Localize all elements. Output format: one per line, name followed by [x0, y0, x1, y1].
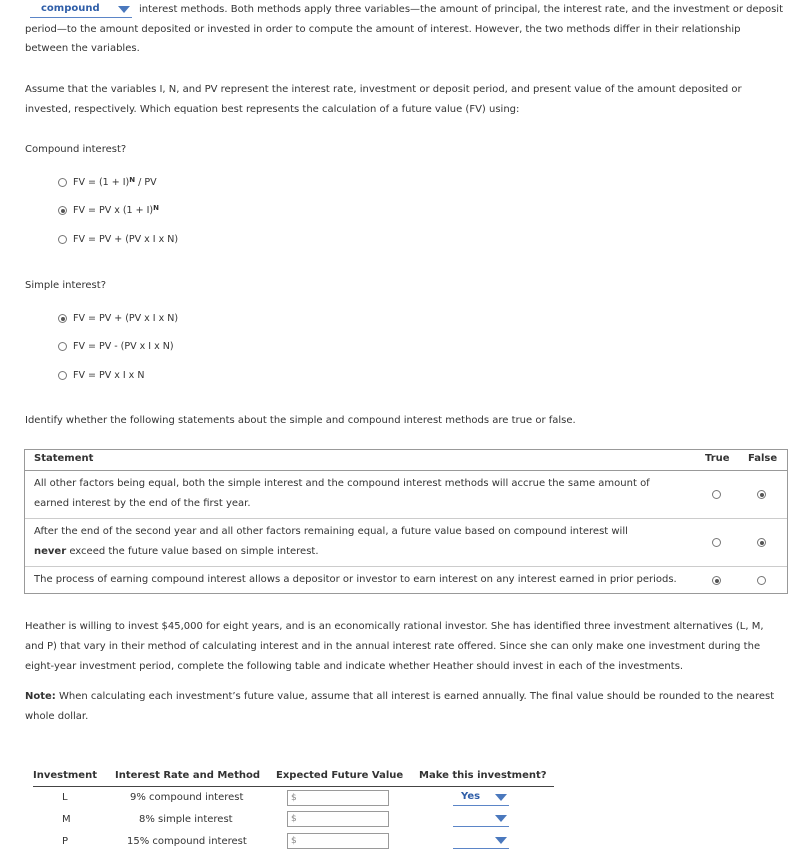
compound-option-1[interactable]	[58, 176, 157, 190]
option-tail: / PV	[135, 177, 157, 188]
option-text: FV = PV x I x N	[73, 370, 145, 381]
header-true: True	[705, 453, 730, 464]
currency-symbol: $	[291, 836, 297, 846]
decision-dropdown[interactable]	[453, 811, 509, 827]
true-radio[interactable]	[712, 538, 721, 547]
radio-button-selected[interactable]	[58, 206, 67, 215]
statement-line: After the end of the second year and all other factors remaining equal, a future value based on compound interest will	[34, 526, 628, 537]
tf-instruction: Identify whether the following statements about the simple and compound interest methods are true or false.	[25, 415, 576, 426]
interest-method-dropdown[interactable]	[30, 1, 132, 18]
false-radio-selected[interactable]	[757, 538, 766, 547]
investment-method: 15% compound interest	[127, 836, 247, 847]
assume-line-2: invested, respectively. Which equation best represents the calculation of a future value (FV) using:	[25, 104, 520, 115]
future-value-input[interactable]	[287, 790, 389, 806]
header-false: False	[748, 453, 778, 464]
chevron-down-icon	[495, 837, 507, 844]
false-radio[interactable]	[757, 576, 766, 585]
table-row	[25, 519, 787, 567]
statement-line	[34, 542, 674, 562]
option-text: FV = PV + (PV x I x N)	[73, 234, 179, 245]
table-row	[25, 471, 787, 519]
statement-line: All other factors being equal, both the simple interest and the compound interest methods will accrue the same amount of	[34, 478, 650, 489]
compound-option-3[interactable]	[58, 233, 178, 247]
heather-line-1: Heather is willing to invest $45,000 for eight years, and is an economically rational investor. She has identified three investment alternatives (L, M,	[25, 621, 764, 632]
note-line-2: whole dollar.	[25, 711, 89, 722]
radio-button-selected[interactable]	[58, 314, 67, 323]
statement-text	[34, 474, 674, 514]
interest-method-dropdown-value: compound	[41, 3, 100, 14]
decision-dropdown[interactable]	[453, 833, 509, 849]
header-investment: Investment	[33, 770, 97, 781]
header-make-investment: Make this investment?	[419, 770, 547, 781]
decision-dropdown[interactable]	[453, 790, 509, 806]
option-text: FV = (1 + I)	[73, 177, 130, 188]
option-text: FV = PV x (1 + I)	[73, 205, 154, 216]
simple-option-3[interactable]	[58, 369, 144, 383]
table-row	[25, 567, 787, 593]
emphasis-text: never	[34, 546, 67, 557]
radio-button[interactable]	[58, 235, 67, 244]
option-superscript: N	[129, 176, 136, 184]
chevron-down-icon	[495, 794, 507, 801]
chevron-down-icon	[495, 815, 507, 822]
compound-option-2[interactable]	[58, 204, 159, 218]
true-radio-selected[interactable]	[712, 576, 721, 585]
heather-line-3: eight-year investment period, complete the following table and indicate whether Heather should invest in each of the investments.	[25, 661, 684, 672]
investment-method: 9% compound interest	[130, 792, 244, 803]
header-interest-rate: Interest Rate and Method	[115, 770, 260, 781]
option-superscript: N	[153, 204, 159, 212]
note-label: Note:	[25, 691, 56, 702]
statement-line-rest: exceed the future value based on simple interest.	[66, 546, 319, 557]
intro-line-1: interest methods. Both methods apply three variables—the amount of principal, the interest rate, and the investment or deposit	[139, 4, 783, 15]
note-line-1	[25, 687, 785, 707]
statement-line: The process of earning compound interest allows a depositor or investor to earn interest on any interest earned in prior periods.	[34, 574, 677, 585]
option-text: FV = PV + (PV x I x N)	[73, 313, 179, 324]
header-divider	[33, 786, 554, 787]
radio-button[interactable]	[58, 178, 67, 187]
investment-name: M	[62, 814, 71, 825]
radio-button[interactable]	[58, 371, 67, 380]
simple-option-2[interactable]	[58, 340, 174, 354]
note-text: When calculating each investment’s future value, assume that all interest is earned annually. The final value should be rounded to the nearest	[55, 691, 775, 702]
header-statement: Statement	[34, 453, 94, 464]
investment-name: L	[62, 792, 68, 803]
radio-button[interactable]	[58, 342, 67, 351]
assume-line-1: Assume that the variables I, N, and PV represent the interest rate, investment or deposit period, and present value of the amount deposited or	[25, 84, 742, 95]
chevron-down-icon	[118, 6, 130, 13]
intro-line-3: between the variables.	[25, 43, 140, 54]
future-value-input[interactable]	[287, 833, 389, 849]
investment-method: 8% simple interest	[139, 814, 233, 825]
statement-line: earned interest by the end of the first year.	[34, 498, 251, 509]
currency-symbol: $	[291, 814, 297, 824]
statement-text	[34, 570, 694, 590]
compound-question-label: Compound interest?	[25, 144, 127, 155]
currency-symbol: $	[291, 793, 297, 803]
future-value-input[interactable]	[287, 811, 389, 827]
decision-value: Yes	[461, 791, 481, 802]
simple-option-1[interactable]	[58, 312, 178, 326]
statement-text	[34, 522, 674, 562]
table-header	[25, 450, 787, 471]
false-radio-selected[interactable]	[757, 490, 766, 499]
true-false-table	[24, 449, 788, 594]
header-future-value: Expected Future Value	[276, 770, 404, 781]
option-text: FV = PV - (PV x I x N)	[73, 341, 174, 352]
true-radio[interactable]	[712, 490, 721, 499]
investment-name: P	[62, 836, 69, 847]
heather-line-2: and P) that vary in their method of calculating interest and in the annual interest rate offered. Since she can only make one investment during the	[25, 641, 761, 652]
simple-question-label: Simple interest?	[25, 280, 106, 291]
intro-line-2: period—to the amount deposited or invested in order to compute the amount of interest. However, the two methods differ in their relationship	[25, 24, 741, 35]
